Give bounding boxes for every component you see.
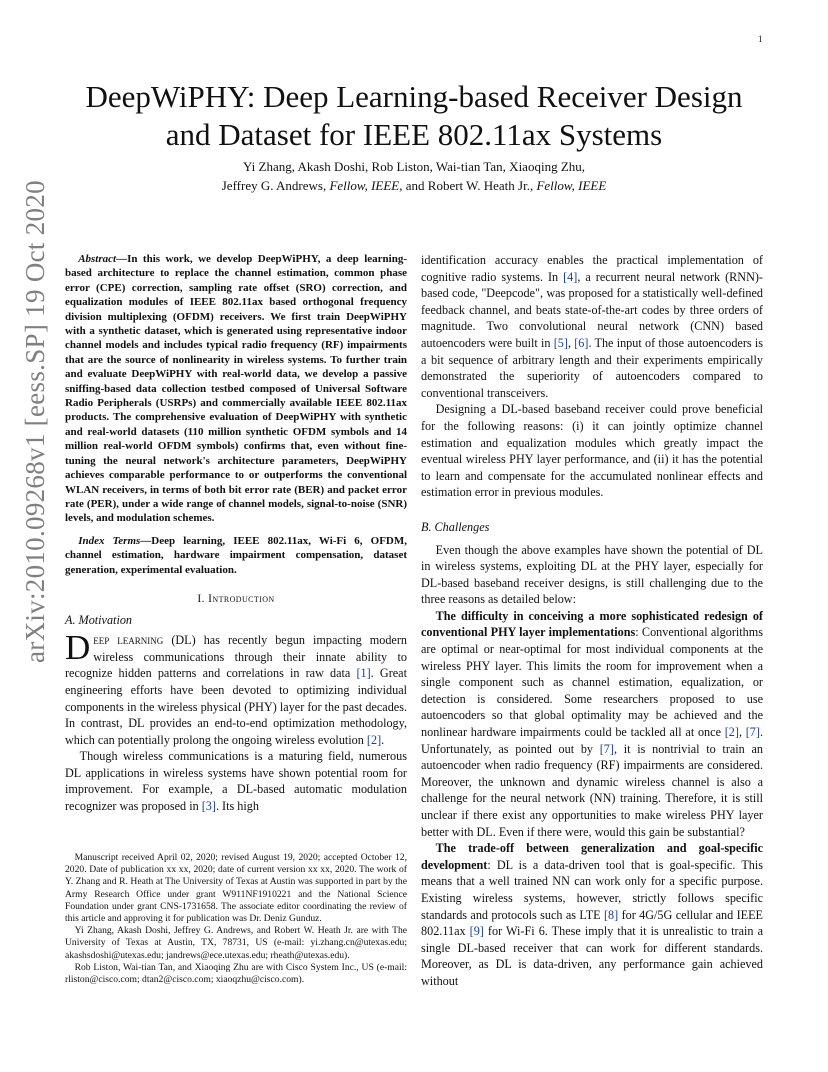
footnote-manuscript: Manuscript received April 02, 2020; revised August 19, 2020; accepted October 12, 2020. Date of publication xx xx, 2020; date of current version xx xx, 2020. The work of Y. Zhang and R. Heath at The University of Texas at Austin was supported in part by the Army Research Office under grant W911NF1910221 and the National Science Foundation under grant CNS-1731658. The associate editor coordinating the review of this article and approving it for publication was Dr. Deniz Gunduz. <box>65 852 407 925</box>
authors-line-2c: , and Robert W. Heath Jr., <box>399 178 537 193</box>
citation-link[interactable]: [5] <box>553 335 568 350</box>
title-line-1: DeepWiPHY: Deep Learning-based Receiver Design <box>85 79 743 114</box>
authors-line-2a: Jeffrey G. Andrews, <box>221 178 330 193</box>
right-paragraph-1: identification accuracy enables the practical implementation of cognitive radio systems. In [4], a recurrent neural network (RNN)-based code, "Deepcode", was proposed for a statistically well-defined feedback channel, and beats state-of-the-art codes by three orders of magnitude. Two convolutional neural network (CNN) based autoencoders were built in [5], [6]. The input of those autoencoders is a bit sequence of arbitrary length and their experiments empirically demonstrated the superiority of autoencoders compared to conventional transceivers. <box>421 253 763 400</box>
citation-link[interactable]: [6] <box>574 335 589 350</box>
right-column <box>421 252 763 990</box>
section-introduction: I. Introduction <box>197 592 275 605</box>
intro-paragraph-2: Though wireless communications is a maturing field, numerous DL applications in wireless systems have shown potential room for improvement. For example, a DL-based automatic modulation recognizer was proposed in [3]. Its high <box>65 749 407 814</box>
index-terms-label: Index Terms <box>78 534 141 547</box>
intro-paragraph-1: Deep learning (DL) has recently begun impacting modern wireless communications through their innate ability to recognize hidden patterns and correlations in raw data [1]. Great engineering efforts have been devoted to optimizing individual components in the wireless physical (PHY) layer for the past decades. In contrast, DL provides an end-to-end optimization methodology, which can potentially prolong the ongoing wireless evolution [2]. <box>65 628 407 747</box>
citation-link[interactable]: [1] <box>356 666 371 681</box>
title-line-2: and Dataset for IEEE 802.11ax Systems <box>165 117 663 152</box>
left-column <box>65 252 407 815</box>
challenge-1-heading: The difficulty in conceiving a more sophisticated redesign of conventional PHY layer implementations <box>421 608 763 640</box>
citation-link[interactable]: [2] <box>366 732 382 747</box>
citation-link[interactable]: [9] <box>469 924 484 939</box>
challenges-intro: Even though the above examples have shown the potential of DL in wireless systems, exploiting DL at the PHY layer, especially for DL-based baseband receiver designs, is still challenging due to the three reasons as detailed below: <box>421 542 763 607</box>
abstract <box>65 252 407 526</box>
challenge-1: The difficulty in conceiving a more sophisticated redesign of conventional PHY layer implementations: Conventional algorithms are optimal or near-optimal for most individual components at the wireless PHY layer. This limits the room for improvement when a single component such as channel estimation, equalization, or detection is considered. Some researchers proposed to use autoencoders so that global optimality may be achieved and the nonlinear hardware impairments could be tackled all at once [2], [7]. Unfortunately, as pointed out by [7], it is nontrivial to train an autoencoder when radio frequency (RF) impairments are considered. Moreover, the unknown and dynamic wireless channel is also a challenge for the neural network (NN) training. Therefore, it is still unclear if there exist any opportunities to make wireless PHY layer better with DL. Even if there were, would this gain be substantial? <box>421 608 764 839</box>
index-terms-text: —Deep learning, IEEE 802.11ax, Wi-Fi 6, OFDM, channel estimation, hardware impairment compensation, dataset generation, experimental evaluation. <box>65 534 407 576</box>
subsection-motivation: A. Motivation <box>65 612 133 627</box>
arxiv-stamp: arXiv:2010.09268v1 [eess.SP] 19 Oct 2020 <box>20 180 50 663</box>
fellow-ieee-2: Fellow, IEEE <box>536 178 607 193</box>
drop-cap: D <box>65 628 91 668</box>
citation-link[interactable]: [8] <box>603 907 619 922</box>
fellow-ieee-1: Fellow, IEEE <box>329 178 400 193</box>
citation-link[interactable]: [7] <box>745 725 760 740</box>
authors-line-1: Yi Zhang, Akash Doshi, Rob Liston, Wai-tian Tan, Xiaoqing Zhu, <box>242 159 586 174</box>
challenge-2: The trade-off between generalization and goal-specific development: DL is a data-driven tool that is goal-specific. This means that a well trained NN can work only for a specific purpose. Existing wireless systems, however, strictly follows specific standards and protocols such as LTE [8] for 4G/5G cellular and IEEE 802.11ax [9] for Wi-Fi 6. These imply that it is unrealistic to train a single DL-based receiver that can work for different standards. Moreover, as DL is data-driven, any performance gain achieved without <box>421 841 763 988</box>
author-list <box>50 157 778 195</box>
challenge-2-heading: The trade-off between generalization and goal-specific development <box>421 841 763 872</box>
citation-link[interactable]: [2] <box>724 725 739 740</box>
citation-link[interactable]: [4] <box>563 269 578 284</box>
abstract-text: —In this work, we develop DeepWiPHY, a deep learning-based architecture to replace the channel estimation, common phase error (CPE) correction, sampling rate offset (SRO) correction, and equalization modules of IEEE 802.11ax based orthogonal frequency division multiplexing (OFDM) receivers. We first train DeepWiPHY with a synthetic dataset, which is generated using representative indoor channel models and includes typical radio frequency (RF) impairments that are the source of nonlinearity in wireless systems. To further train and evaluate DeepWiPHY with real-world data, we develop a passive sniffing-based data collection testbed composed of Universal Software Radio Peripherals (USRPs) and commercially available IEEE 802.11ax products. The comprehensive evaluation of DeepWiPHY with synthetic and real-world datasets (110 million synthetic OFDM symbols and 14 million real-world OFDM symbols) confirms that, even without fine-tuning the neural network's architecture parameters, DeepWiPHY achieves comparable performance to or outperforms the conventional WLAN receivers, in terms of both bit error rate (BER) and packet error rate (PER), under a wide range of channel models, signal-to-noise (SNR) levels, and modulation schemes. <box>65 253 407 525</box>
right-paragraph-2: Designing a DL-based baseband receiver could prove beneficial for the following reasons: (i) it can jointly optimize channel estimation and equalization modules which greatly impact the eventual wireless PHY layer performance, and (ii) it has the potential to learn and compensate for the accumulated nonlinear effects and estimation error in previous modules. <box>421 402 763 500</box>
abstract-label: Abstract <box>78 253 117 265</box>
subsection-challenges: B. Challenges <box>421 519 490 534</box>
page-number: 1 <box>758 34 763 44</box>
paper-title <box>50 78 778 154</box>
index-terms <box>65 534 407 577</box>
footnote-ut-affiliation: Yi Zhang, Akash Doshi, Jeffrey G. Andrews, and Robert W. Heath Jr. are with The University of Texas at Austin, TX, 78731, US (e-mail: yi.zhang.cn@utexas.edu; akashsdoshi@utexas.edu; jandrews@ece.utexas.edu; rheath@utexas.edu). <box>65 925 407 961</box>
citation-link[interactable]: [3] <box>201 799 216 814</box>
footnote-cisco-affiliation: Rob Liston, Wai-tian Tan, and Xiaoqing Zhu are with Cisco System Inc., US (e-mail: rliston@cisco.com; dtan2@cisco.com; xiaoqzhu@cisco.com). <box>65 961 407 986</box>
footnotes <box>65 852 407 986</box>
intro-smallcaps: eep learning <box>93 633 164 648</box>
citation-link[interactable]: [7] <box>599 741 614 756</box>
